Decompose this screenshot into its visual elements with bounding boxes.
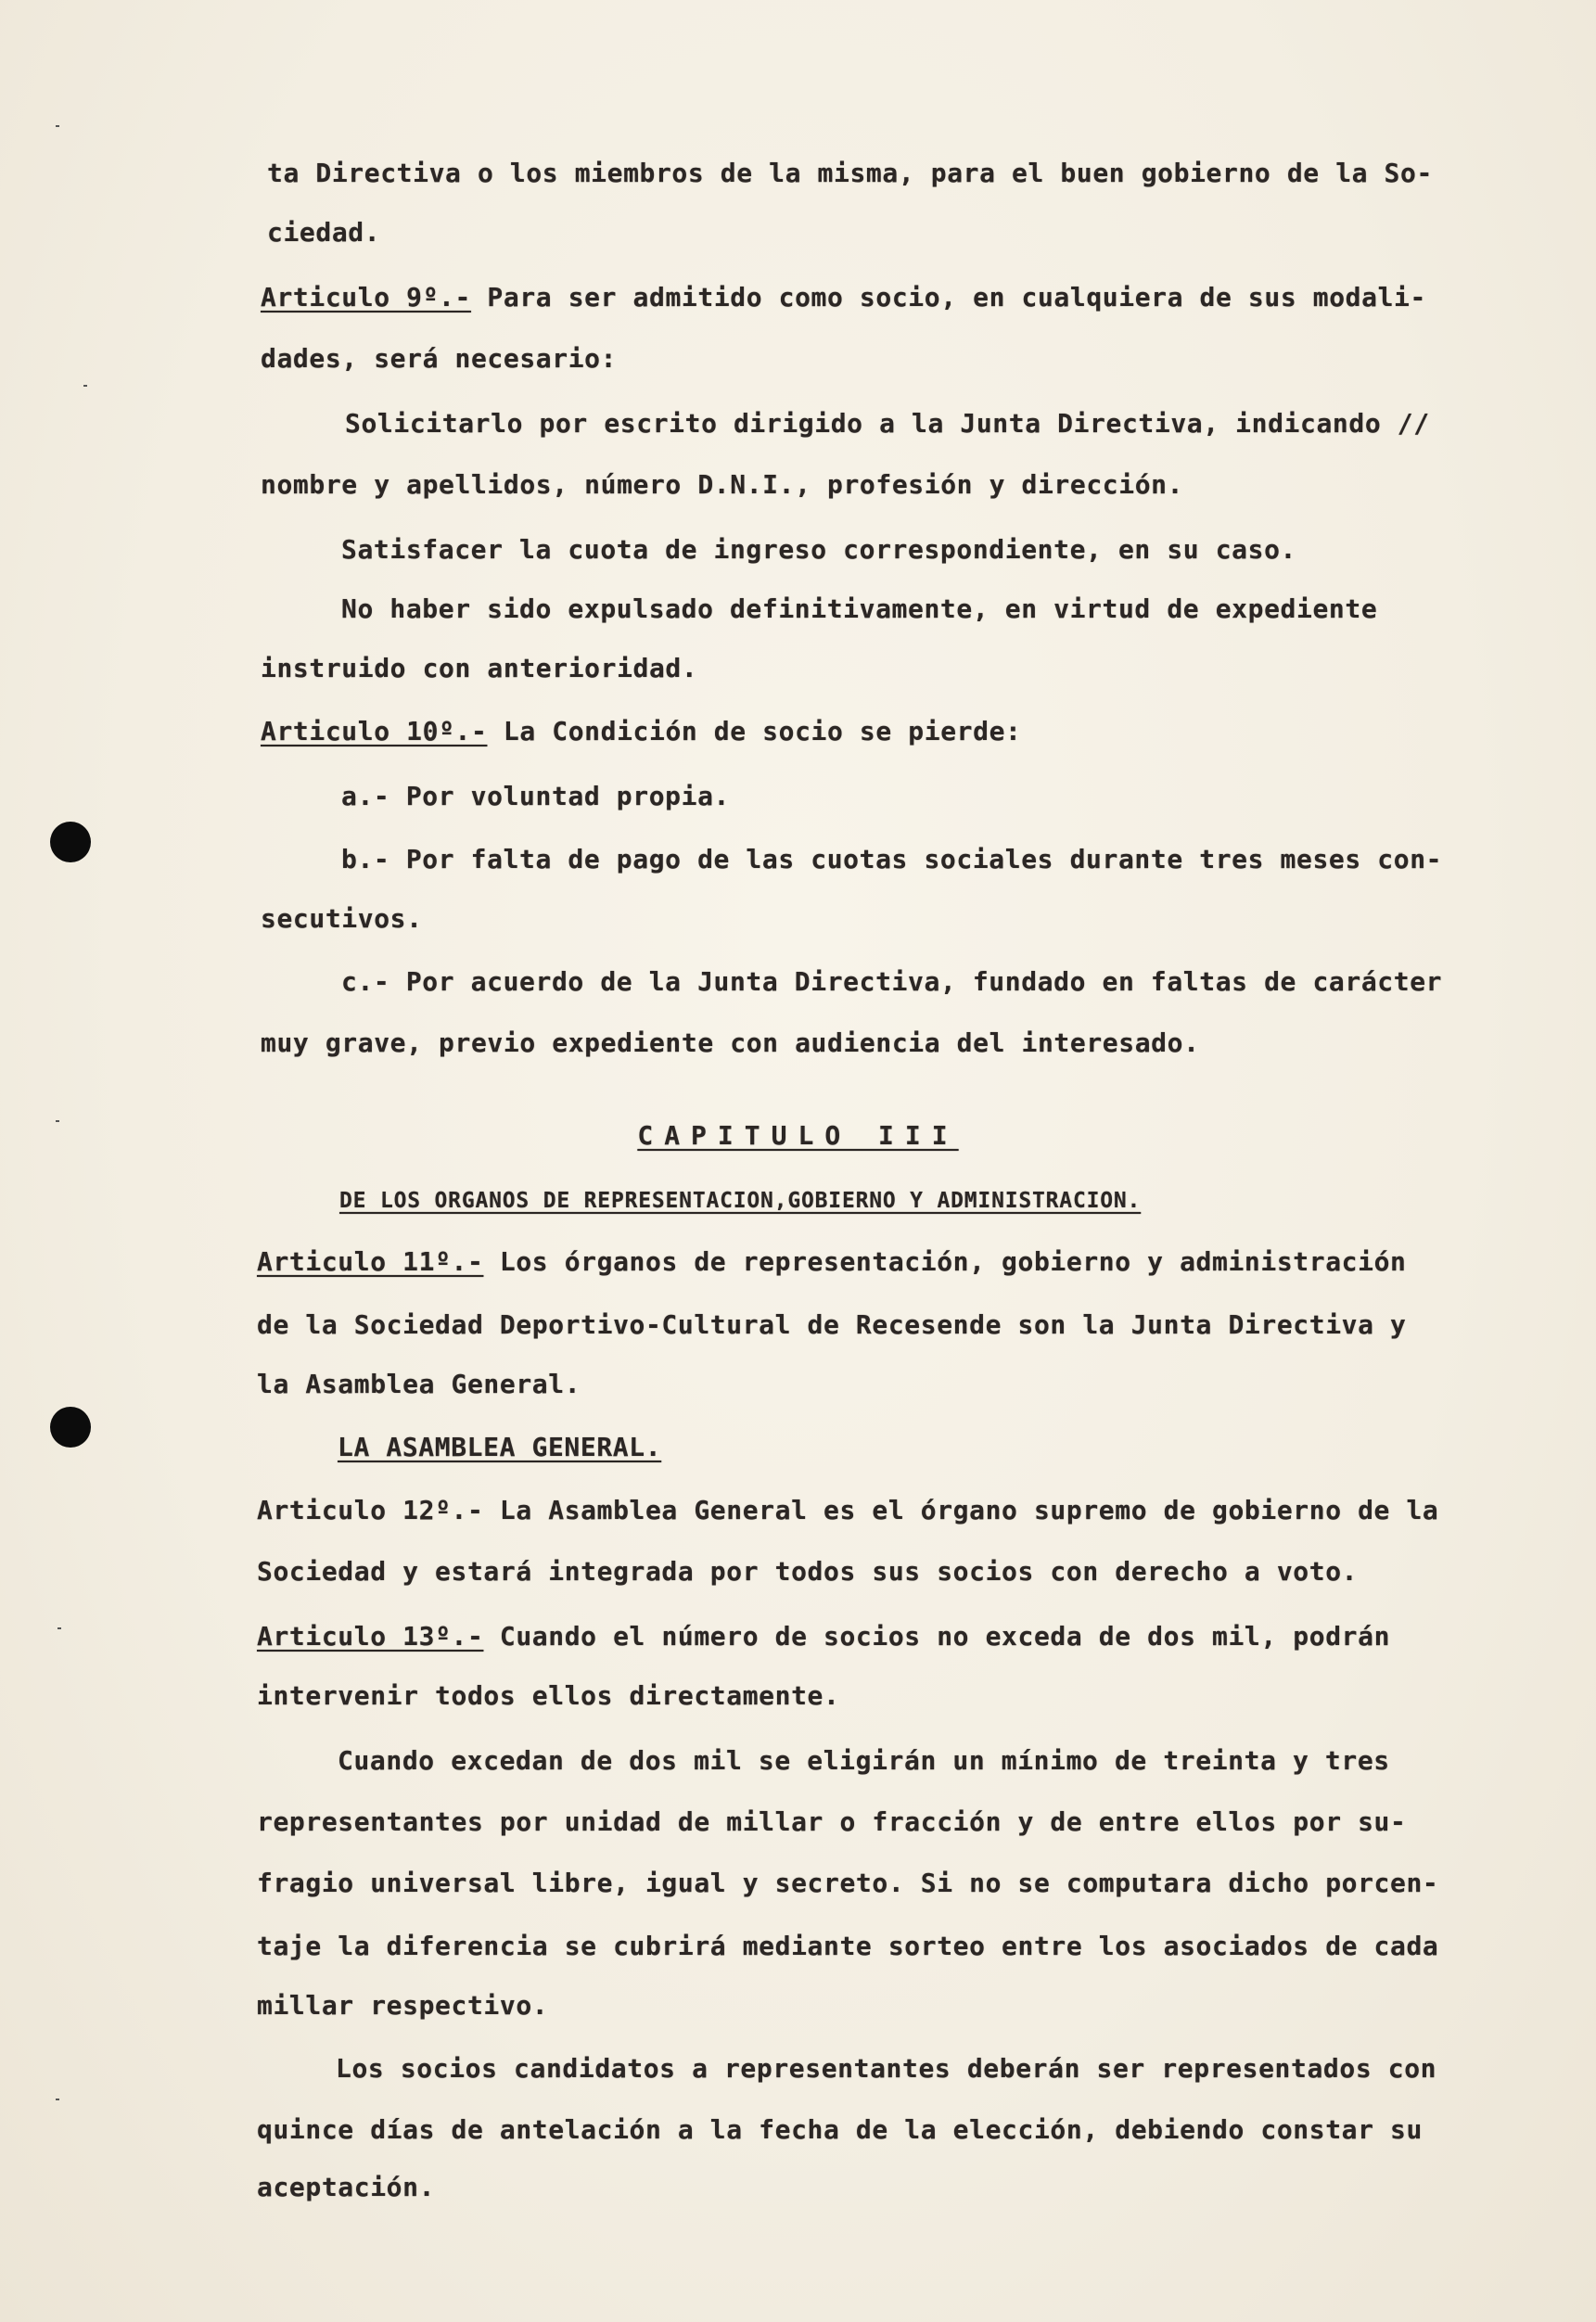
chapter-title-text: CAPITULO III bbox=[637, 1120, 959, 1151]
article-13-label: Articulo 13º.- bbox=[257, 1621, 484, 1652]
punch-hole-bottom bbox=[50, 1407, 91, 1448]
article-11-text: Los órganos de representación, gobierno y administración bbox=[483, 1246, 1407, 1277]
text-line: ta Directiva o los miembros de la misma, para el buen gobierno de la So- bbox=[267, 158, 1433, 188]
margin-mark bbox=[56, 125, 59, 127]
article-10-label: Articulo 10º.- bbox=[261, 716, 488, 746]
text-line: nombre y apellidos, número D.N.I., profesión y dirección. bbox=[261, 469, 1184, 500]
article-11-paragraph bbox=[257, 1246, 1406, 1278]
list-item: c.- Por acuerdo de la Junta Directiva, fundado en faltas de carácter bbox=[341, 966, 1443, 997]
chapter-title bbox=[0, 1120, 1596, 1152]
text-line: intervenir todos ellos directamente. bbox=[257, 1680, 840, 1711]
text-line: taje la diferencia se cubrirá mediante sorteo entre los asociados de cada bbox=[257, 1931, 1439, 1961]
article-10-paragraph bbox=[261, 716, 1022, 747]
section-heading-text: LA ASAMBLEA GENERAL. bbox=[338, 1432, 662, 1462]
article-13-text: Cuando el número de socios no exceda de dos mil, podrán bbox=[483, 1621, 1391, 1652]
text-line: ciedad. bbox=[267, 217, 381, 248]
text-line: fragio universal libre, igual y secreto. Si no se computara dicho porcen- bbox=[257, 1868, 1439, 1898]
text-line: quince días de antelación a la fecha de la elección, debiendo constar su bbox=[257, 2114, 1423, 2145]
text-line: muy grave, previo expediente con audiencia del interesado. bbox=[261, 1027, 1200, 1058]
chapter-subtitle-text: DE LOS ORGANOS DE REPRESENTACION,GOBIERNO Y ADMINISTRACION. bbox=[339, 1189, 1142, 1213]
text-line: Solicitarlo por escrito dirigido a la Junta Directiva, indicando // bbox=[345, 408, 1430, 439]
article-9-paragraph bbox=[261, 282, 1426, 313]
chapter-subtitle bbox=[339, 1185, 1141, 1217]
text-line: Sociedad y estará integrada por todos sus socios con derecho a voto. bbox=[257, 1556, 1359, 1587]
text-line: instruido con anterioridad. bbox=[261, 653, 698, 683]
text-line: millar respectivo. bbox=[257, 1990, 549, 2021]
text-line: dades, será necesario: bbox=[261, 343, 618, 374]
article-11-label: Articulo 11º.- bbox=[257, 1246, 484, 1277]
text-line: la Asamblea General. bbox=[257, 1369, 581, 1399]
article-9-label: Articulo 9º.- bbox=[261, 282, 471, 313]
text-line: Los socios candidatos a representantes deberán ser representados con bbox=[336, 2053, 1437, 2084]
text-line: Articulo 12º.- La Asamblea General es el órgano supremo de gobierno de la bbox=[257, 1495, 1439, 1525]
text-line: No haber sido expulsado definitivamente, en virtud de expediente bbox=[341, 593, 1378, 624]
list-item: b.- Por falta de pago de las cuotas sociales durante tres meses con- bbox=[341, 844, 1443, 874]
text-line: Cuando excedan de dos mil se eligirán un mínimo de treinta y tres bbox=[338, 1745, 1390, 1776]
text-line: representantes por unidad de millar o fracción y de entre ellos por su- bbox=[257, 1806, 1407, 1837]
article-13-paragraph bbox=[257, 1621, 1390, 1652]
list-item: a.- Por voluntad propia. bbox=[341, 781, 730, 811]
margin-mark bbox=[83, 385, 87, 387]
margin-mark bbox=[57, 1627, 61, 1629]
text-line: de la Sociedad Deportivo-Cultural de Recesende son la Junta Directiva y bbox=[257, 1309, 1407, 1340]
article-10-text: La Condición de socio se pierde: bbox=[487, 716, 1022, 746]
margin-mark bbox=[56, 2099, 59, 2100]
article-9-text: Para ser admitido como socio, en cualquiera de sus modali- bbox=[470, 282, 1426, 313]
text-line: secutivos. bbox=[261, 903, 423, 934]
punch-hole-top bbox=[50, 822, 91, 862]
text-line: aceptación. bbox=[257, 2172, 436, 2202]
section-heading bbox=[338, 1432, 661, 1463]
text-line: Satisfacer la cuota de ingreso correspondiente, en su caso. bbox=[341, 534, 1296, 565]
